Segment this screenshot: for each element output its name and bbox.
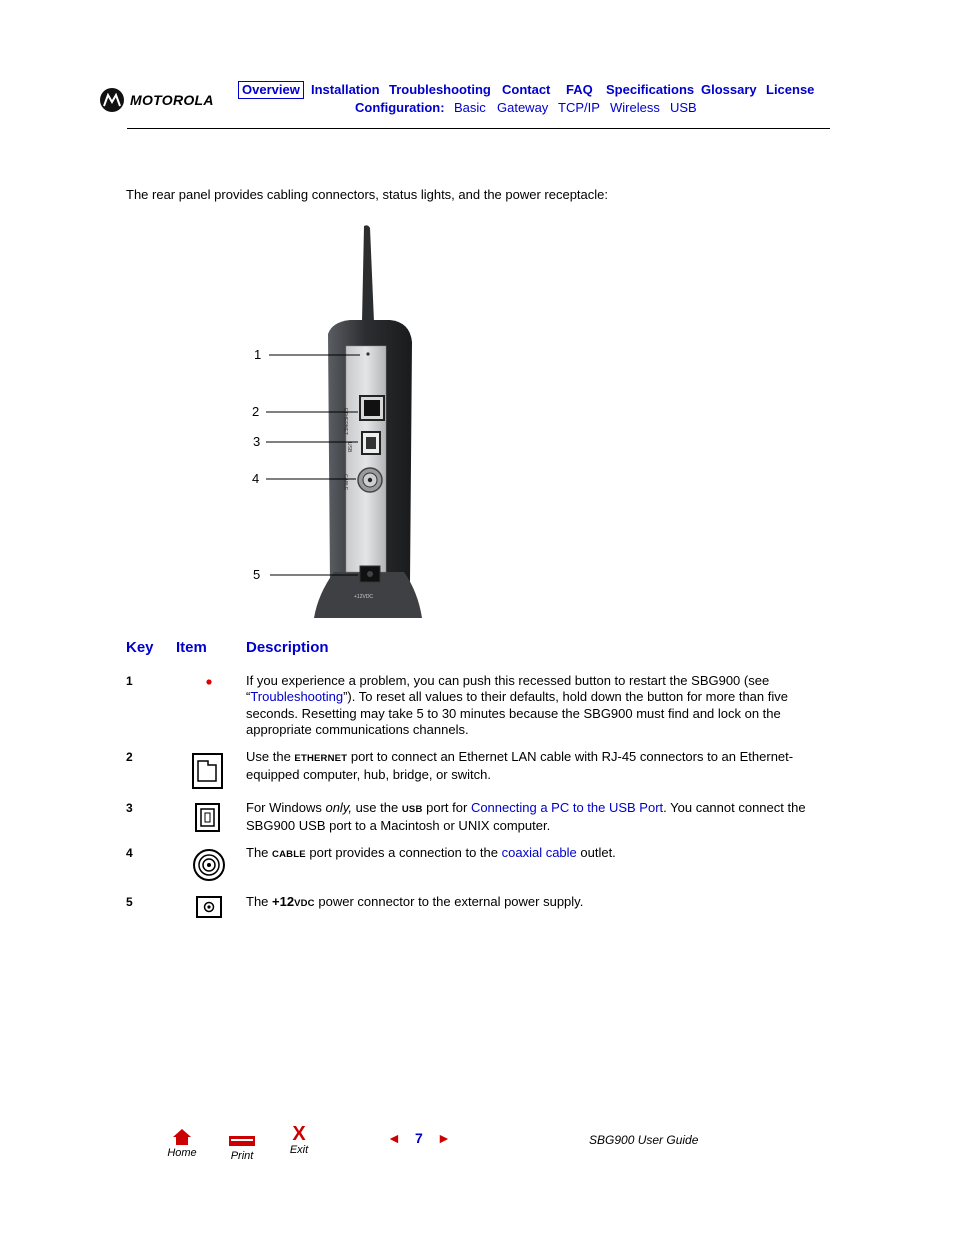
row-description: The +12VDC power connector to the external power supply. (246, 894, 584, 909)
guide-title: SBG900 User Guide (589, 1133, 699, 1147)
row-key: 2 (126, 750, 133, 764)
config-link-wireless[interactable]: Wireless (610, 100, 660, 115)
row-key: 1 (126, 674, 133, 688)
nav-installation[interactable]: Installation (311, 82, 380, 97)
col-header-item: Item (176, 639, 207, 656)
configuration-label: Configuration: (355, 100, 445, 115)
brand-name: MOTOROLA (130, 92, 214, 108)
reset-dot-icon (204, 677, 214, 687)
nav-glossary[interactable]: Glossary (701, 82, 757, 97)
row-key: 5 (126, 895, 133, 909)
previous-page-arrow-icon[interactable]: ◄ (387, 1130, 401, 1146)
power-port-label: +12VDC (354, 594, 374, 600)
config-link-usb[interactable]: USB (670, 100, 697, 115)
row-description: Use the ETHERNET port to connect an Ethernet LAN cable with RJ-45 connectors to an Ethernet-equipped computer, hub, bridge, or switch. (246, 749, 794, 783)
exit-icon: X (292, 1123, 306, 1145)
nav-license[interactable]: License (766, 82, 815, 97)
col-header-key: Key (126, 639, 154, 656)
callout-number: 4 (252, 471, 260, 486)
coaxial-cable-link[interactable]: coaxial cable (501, 845, 577, 860)
header-divider (127, 128, 830, 129)
callout-number: 5 (253, 567, 261, 582)
home-icon (172, 1128, 192, 1146)
nav-specifications[interactable]: Specifications (606, 82, 695, 97)
cable-port-label: CABLE (342, 474, 348, 491)
callout-number: 1 (254, 347, 262, 362)
config-link-gateway[interactable]: Gateway (497, 100, 549, 115)
next-page-arrow-icon[interactable]: ► (437, 1130, 451, 1146)
print-icon (228, 1135, 256, 1147)
motorola-batwing-icon (100, 88, 124, 112)
exit-button[interactable]: X Exit (282, 1124, 316, 1156)
power-port-icon (196, 896, 222, 918)
ethernet-port-label: ETHERNET (342, 408, 348, 435)
nav-contact[interactable]: Contact (502, 82, 551, 97)
config-link-tcpip[interactable]: TCP/IP (558, 100, 600, 115)
rear-panel-plate (346, 346, 386, 572)
rear-panel-illustration (250, 222, 430, 622)
nav-faq[interactable]: FAQ (566, 82, 593, 97)
row-description: For Windows only, use the USB port for Connecting a PC to the USB Port. You cannot connect the SBG900 USB port to a Macintosh or UNIX computer. (246, 800, 806, 834)
print-button[interactable]: Print (224, 1134, 260, 1162)
motorola-logo (100, 88, 214, 112)
row-key: 3 (126, 801, 133, 815)
usb-port-label: USB (346, 442, 352, 453)
intro-text: The rear panel provides cabling connectors, status lights, and the power receptacle: (126, 187, 608, 202)
reset-button (366, 352, 369, 355)
page-number: 7 (415, 1130, 423, 1146)
nav-troubleshooting[interactable]: Troubleshooting (389, 82, 491, 97)
config-link-basic[interactable]: Basic (454, 100, 486, 115)
nav-overview[interactable]: Overview (238, 81, 304, 99)
usb-port-icon (195, 803, 220, 832)
row-key: 4 (126, 846, 133, 860)
connecting-pc-usb-link[interactable]: Connecting a PC to the USB Port (470, 800, 664, 815)
troubleshooting-link[interactable]: Troubleshooting (250, 689, 344, 705)
callout-number: 3 (253, 434, 261, 449)
coax-port-icon (192, 848, 226, 882)
antenna (362, 225, 374, 322)
row-description: If you experience a problem, you can push this recessed button to restart the SBG900 (see “Troubleshooting”). To reset all values to their defaults, hold down the button for more than five seconds. Resetting may take 5 to 30 minutes because the SBG900 must find and lock on the appropriate communications channels. (246, 673, 788, 738)
col-header-description: Description (246, 639, 329, 656)
row-description: The CABLE port provides a connection to the coaxial cable outlet. (246, 845, 616, 860)
ethernet-port-icon (192, 753, 223, 789)
callout-number: 2 (252, 404, 260, 419)
home-button[interactable]: Home (164, 1128, 200, 1159)
